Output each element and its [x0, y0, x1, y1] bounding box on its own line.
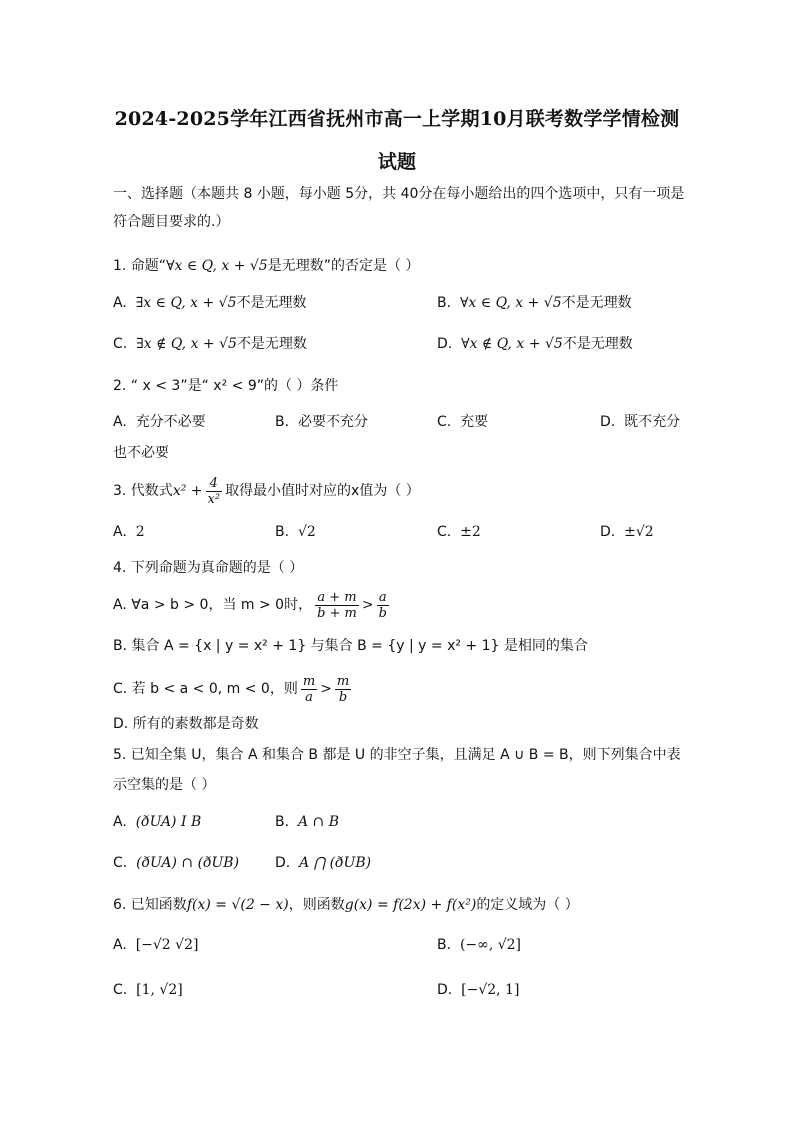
- q6-stem-prefix: 6. 已知函数: [113, 897, 187, 913]
- q6-stem-f: f(x) = √(2 − x): [186, 897, 289, 913]
- q5-option-c-text: (ðUA) ∩ (ðUB): [136, 855, 240, 871]
- q6-option-a-label: A.: [113, 937, 127, 953]
- q5-option-c-label: C.: [113, 855, 128, 871]
- q5-option-b-label: B.: [275, 814, 290, 830]
- q5-option-d[interactable]: [275, 853, 371, 873]
- q4-a-frac1-denominator: b + m: [317, 605, 357, 621]
- q6-option-b-label: B.: [437, 937, 452, 953]
- exam-title-line1: 2024-2025学年江西省抚州市高一上学期10月联考数学学情检测: [114, 108, 680, 130]
- q5-option-c[interactable]: [113, 853, 239, 873]
- section-header-line2: 符合题目要求的.）: [113, 214, 230, 230]
- q1-stem-suffix: 是无理数”的否定是（ ）: [267, 258, 420, 274]
- q4-option-a[interactable]: [113, 588, 392, 622]
- q6-option-c[interactable]: [113, 980, 183, 1000]
- q1-option-c-text: 不是无理数: [236, 336, 307, 352]
- q2-option-b-label: B.: [275, 414, 290, 430]
- q3-option-a[interactable]: [113, 522, 145, 542]
- exam-title-line2: 试题: [377, 151, 417, 173]
- q4-a-frac1-numerator: a + m: [315, 590, 359, 606]
- q5-stem-line2: 示空集的是（ ）: [113, 777, 216, 793]
- q4-c-frac1-numerator: m: [302, 673, 316, 689]
- q4-a-greater-sign: >: [361, 597, 374, 613]
- q6-stem-g: g(x) = f(2x) + f(x²): [344, 897, 477, 913]
- q4-c-greater-sign: >: [320, 681, 332, 697]
- q1-option-a-text: 不是无理数: [236, 295, 307, 311]
- q6-option-c-text: [1, √2]: [136, 982, 183, 998]
- q6-option-a-text: [−√2 √2]: [135, 937, 199, 953]
- q1-stem: [113, 256, 419, 276]
- q1-option-a-label: A.: [113, 295, 127, 311]
- q3-fraction-numerator: 4: [206, 476, 223, 492]
- q4-option-a-fraction-1: [315, 590, 359, 621]
- q2-option-a-text: 充分不必要: [135, 414, 206, 430]
- q4-c-frac2-numerator: m: [336, 673, 350, 689]
- q1-option-c-math: ∃x ∉ Q, x + √5: [136, 336, 237, 352]
- q4-c-frac1-denominator: a: [305, 689, 313, 705]
- q1-option-b-math: ∀x ∈ Q, x + √5: [459, 295, 562, 311]
- q4-option-c-prefix: C. 若 b < a < 0, m < 0，则: [113, 681, 298, 697]
- q1-option-b-text: 不是无理数: [561, 295, 632, 311]
- q3-option-c-text: ±2: [460, 524, 481, 540]
- q6-option-a[interactable]: [113, 935, 198, 955]
- q2-option-d-text: 既不充分: [624, 414, 681, 430]
- q2-option-c-text: 充要: [460, 414, 489, 430]
- q6-stem-suffix: 的定义域为（ ）: [476, 897, 579, 913]
- q4-option-c-fraction-1: [301, 674, 317, 705]
- q6-option-b-text: (−∞, √2]: [459, 937, 522, 953]
- section-header-line1: 一、选择题（本题共 8 小题，每小题 5分，共 40分在每小题给出的四个选项中，只有一项是: [113, 186, 685, 202]
- q1-option-c[interactable]: [113, 334, 307, 354]
- q3-option-b-label: B.: [275, 524, 290, 540]
- q4-option-c[interactable]: [113, 672, 354, 706]
- q4-a-frac2-numerator: a: [377, 590, 389, 606]
- q4-option-b[interactable]: B. 集合 A = {x | y = x² + 1} 与集合 B = {y | y = x² + 1} 是相同的集合: [113, 638, 588, 654]
- q1-option-a[interactable]: [113, 293, 306, 313]
- q3-option-b[interactable]: [275, 522, 316, 542]
- q3-option-c[interactable]: [437, 522, 481, 542]
- q6-option-c-label: C.: [113, 982, 128, 998]
- q5-option-a[interactable]: [113, 812, 201, 832]
- q4-option-a-prefix: A. ∀a > b > 0，当 m > 0时，: [113, 597, 313, 613]
- q1-option-c-label: C.: [113, 336, 128, 352]
- q6-option-d-label: D.: [437, 982, 453, 998]
- q1-option-b-label: B.: [437, 295, 452, 311]
- q2-stem: 2. “ x < 3”是“ x² < 9”的（ ）条件: [113, 378, 339, 394]
- q2-option-c[interactable]: [437, 412, 488, 432]
- q4-option-d[interactable]: D. 所有的素数都是奇数: [113, 716, 259, 732]
- q1-stem-prefix: 1. 命题“: [113, 258, 167, 274]
- q2-option-d-label: D.: [600, 414, 616, 430]
- q2-option-b[interactable]: [275, 412, 368, 432]
- q2-option-d-wrap: 也不必要: [113, 445, 169, 461]
- q3-stem: [113, 474, 420, 508]
- q3-stem-suffix: 取得最小值时对应的x值为（ ）: [225, 483, 420, 499]
- q3-stem-math: x² +: [172, 483, 203, 499]
- q1-option-b[interactable]: [437, 293, 632, 313]
- q6-option-b[interactable]: [437, 935, 521, 955]
- q4-option-a-fraction-2: [377, 590, 389, 621]
- q6-stem-mid: ，则函数: [288, 897, 345, 913]
- q5-stem-line1: 5. 已知全集 U，集合 A 和集合 B 都是 U 的非空子集，且满足 A ∪ B = B，则下列集合中表: [113, 747, 681, 763]
- q2-option-d[interactable]: [600, 412, 680, 432]
- q3-option-d[interactable]: [600, 522, 654, 542]
- q1-option-d-text: 不是无理数: [562, 336, 633, 352]
- q4-stem: 4. 下列命题为真命题的是（ ）: [113, 560, 304, 576]
- q4-a-frac2-denominator: b: [378, 605, 387, 621]
- q3-option-d-label: D.: [600, 524, 616, 540]
- q5-option-b[interactable]: [275, 812, 339, 832]
- q5-option-b-text: A ∩ B: [297, 814, 339, 830]
- q5-option-a-label: A.: [113, 814, 127, 830]
- q1-option-d-label: D.: [437, 336, 453, 352]
- q2-option-a[interactable]: [113, 412, 206, 432]
- q1-stem-math: ∀x ∈ Q, x + √5: [166, 258, 268, 274]
- q2-option-c-label: C.: [437, 414, 452, 430]
- q3-option-a-label: A.: [113, 524, 127, 540]
- q1-option-d-math: ∀x ∉ Q, x + √5: [461, 336, 563, 352]
- q2-option-a-label: A.: [113, 414, 127, 430]
- q3-option-c-label: C.: [437, 524, 452, 540]
- q3-fraction: [206, 476, 223, 507]
- q3-stem-prefix: 3. 代数式: [113, 483, 173, 499]
- q2-option-b-text: 必要不充分: [297, 414, 368, 430]
- q4-option-c-fraction-2: [335, 674, 351, 705]
- q6-option-d[interactable]: [437, 980, 519, 1000]
- q5-option-a-text: (ðUA) I B: [135, 814, 202, 830]
- q6-stem: [113, 895, 579, 915]
- q1-option-a-math: ∃x ∈ Q, x + √5: [135, 295, 237, 311]
- q3-option-d-text: ±√2: [624, 524, 654, 540]
- q6-option-d-text: [−√2, 1]: [461, 982, 520, 998]
- q5-option-d-text: A ⋂ (ðUB): [299, 855, 372, 871]
- q3-option-a-text: 2: [135, 524, 145, 540]
- q5-option-d-label: D.: [275, 855, 291, 871]
- q1-option-d[interactable]: [437, 334, 633, 354]
- q3-fraction-denominator: x²: [207, 491, 221, 507]
- q4-c-frac2-denominator: b: [338, 689, 348, 705]
- q3-option-b-text: √2: [297, 524, 316, 540]
